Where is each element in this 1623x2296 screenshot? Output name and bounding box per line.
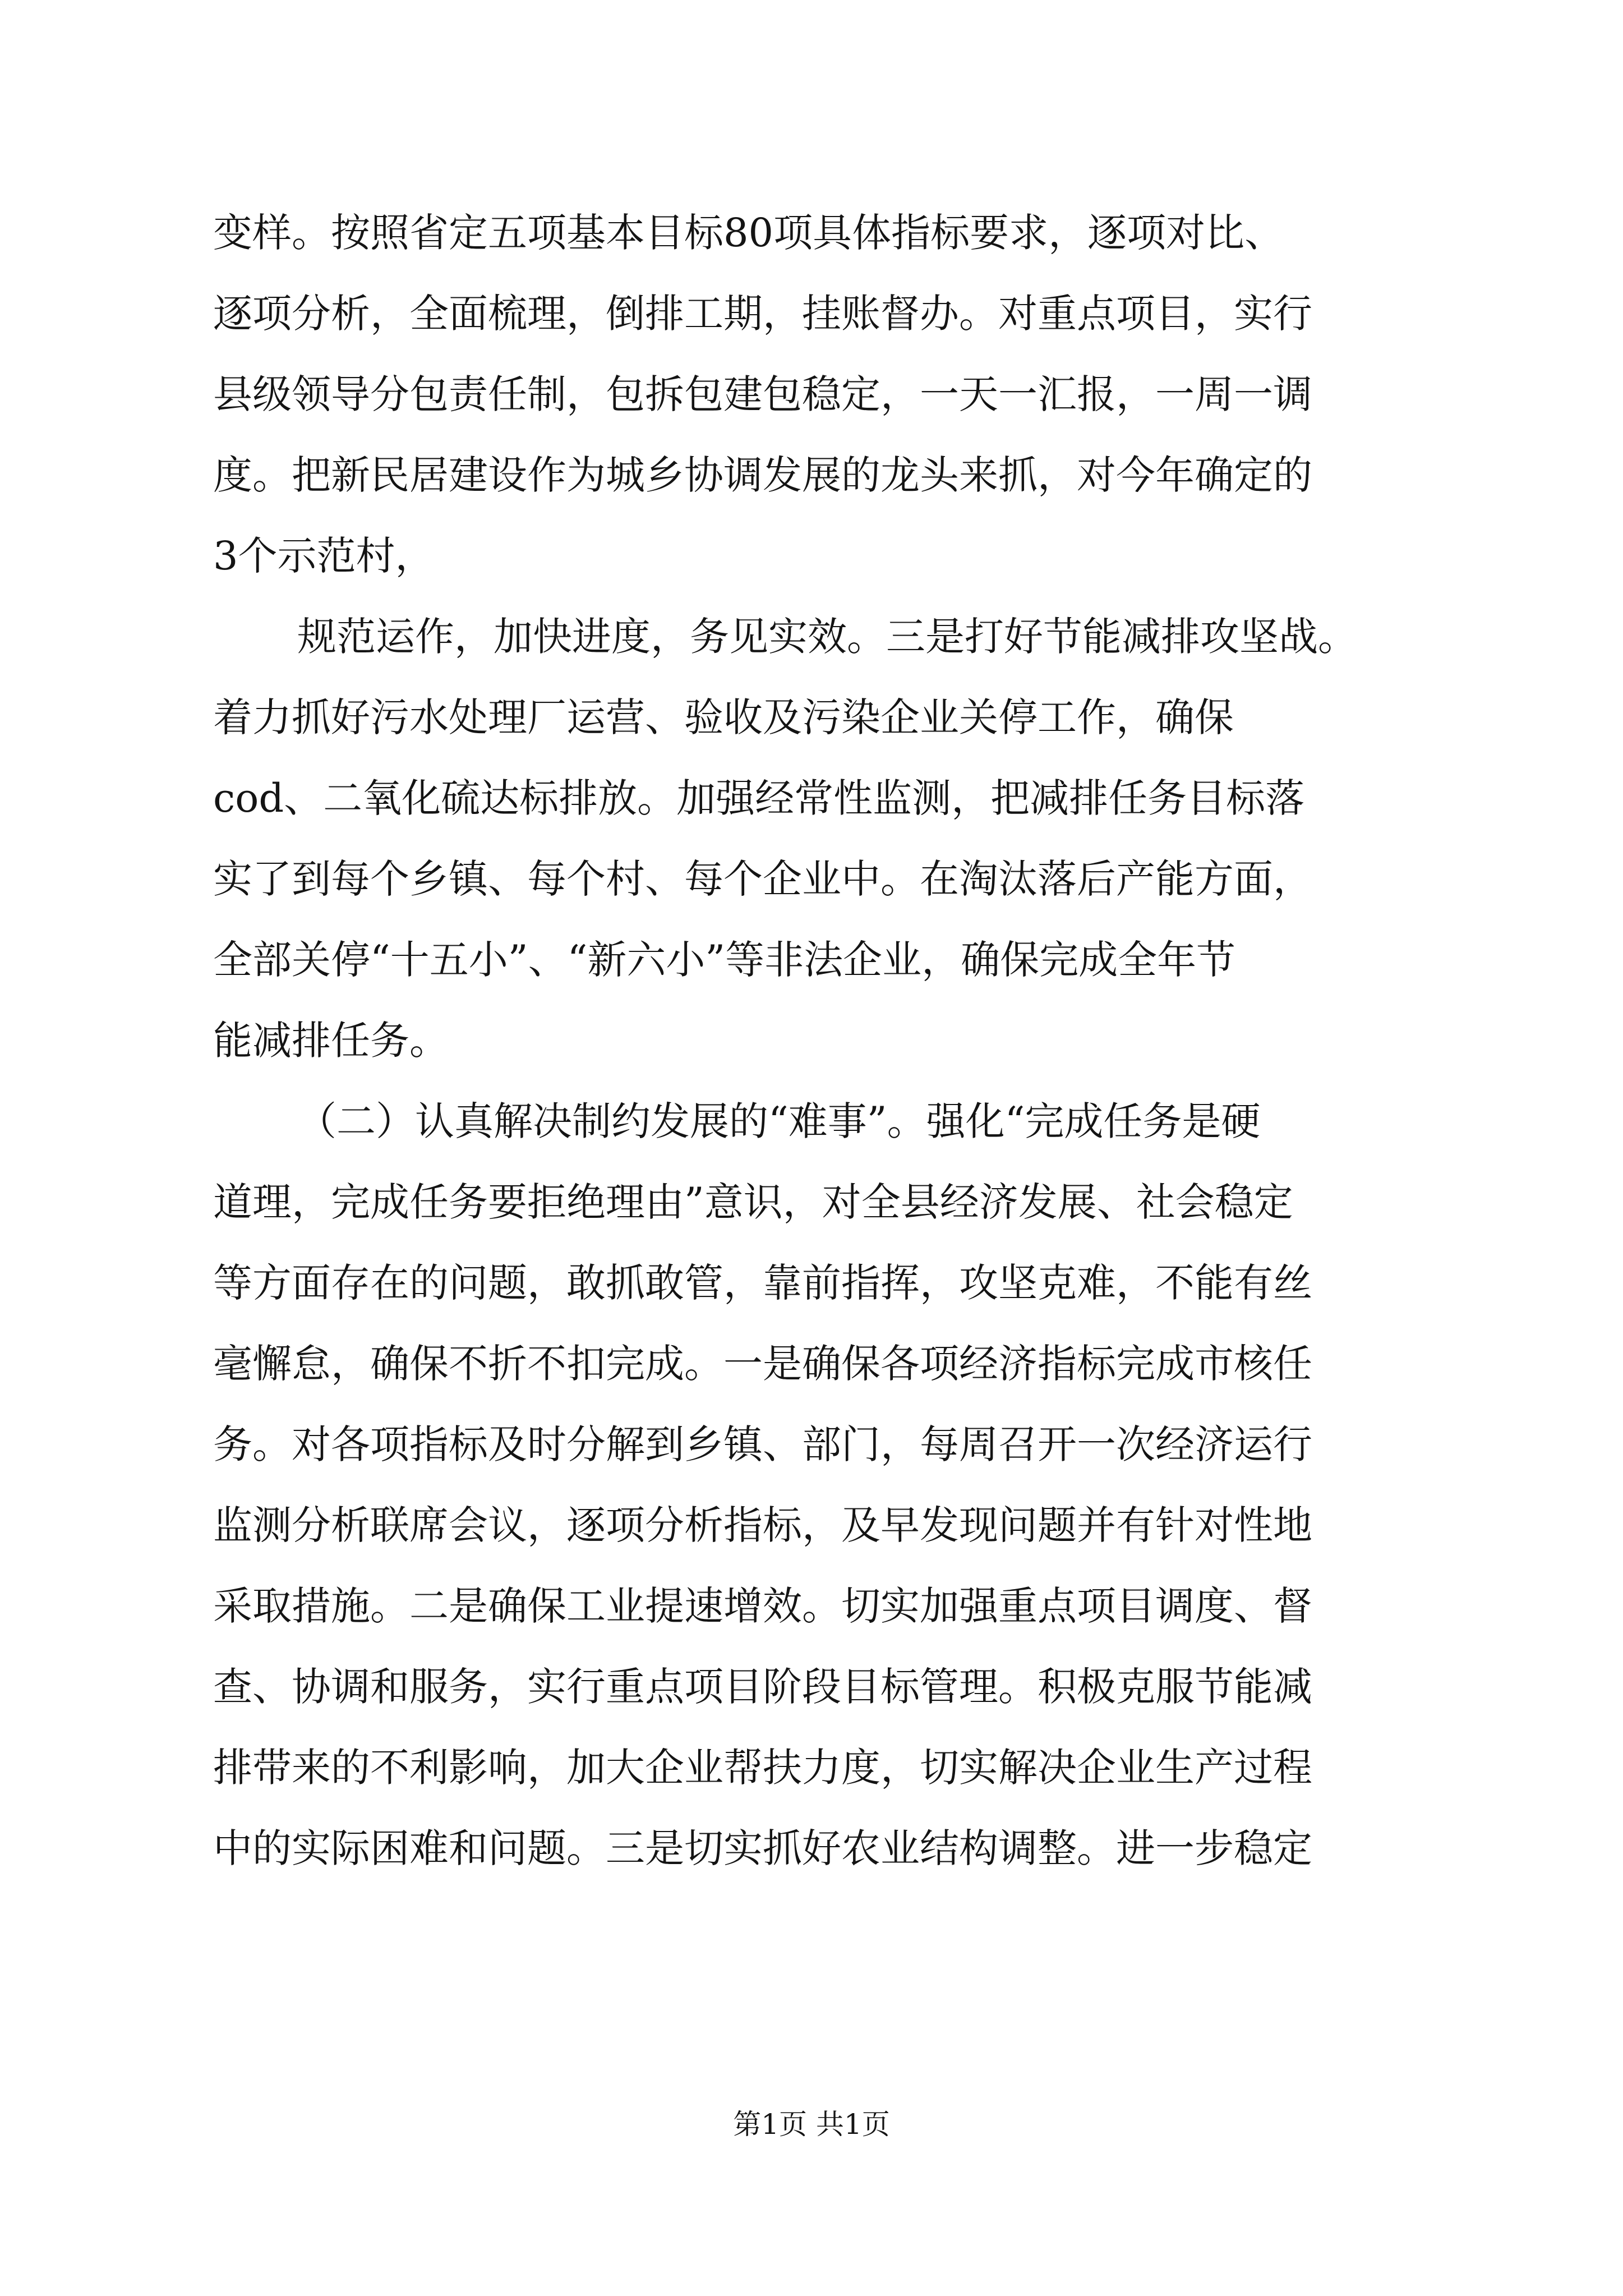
paragraph-first-line: 规范运作，加快进度，务见实效。三是打好节能减排攻坚战。 xyxy=(297,614,1357,660)
page-footer xyxy=(0,2105,1623,2144)
text-line: 查、协调和服务，实行重点项目阶段目标管理。积极克服节能减 xyxy=(213,1664,1312,1710)
text-line: 务。对各项指标及时分解到乡镇、部门，每周召开一次经济运行 xyxy=(213,1421,1312,1467)
text-line: 等方面存在的问题，敢抓敢管，靠前指挥，攻坚克难，不能有丝 xyxy=(213,1260,1312,1306)
text-line: 3个示范村， xyxy=(213,533,435,579)
text-line: 排带来的不利影响，加大企业帮扶力度，切实解决企业生产过程 xyxy=(213,1745,1312,1791)
text-line: 毫懈怠，确保不折不扣完成。一是确保各项经济指标完成市核任 xyxy=(213,1341,1312,1387)
text-line: 中的实际困难和问题。三是切实抓好农业结构调整。进一步稳定 xyxy=(213,1825,1312,1871)
text-line: cod、二氧化硫达标排放。加强经常性监测，把减排任务目标落 xyxy=(213,775,1305,821)
text-line: 变样。按照省定五项基本目标80项具体指标要求，逐项对比、 xyxy=(213,210,1284,256)
text-line: 道理，完成任务要拒绝理由”意识，对全县经济发展、社会稳定 xyxy=(213,1179,1293,1225)
text-line: 全部关停“十五小”、“新六小”等非法企业，确保完成全年节 xyxy=(213,937,1236,983)
section-heading-line: （二）认真解决制约发展的“难事”。强化“完成任务是硬 xyxy=(297,1098,1261,1144)
text-line: 实了到每个乡镇、每个村、每个企业中。在淘汰落后产能方面， xyxy=(213,856,1312,902)
page-number: 第1页 共1页 xyxy=(733,2108,890,2141)
text-line: 采取措施。二是确保工业提速增效。切实加强重点项目调度、督 xyxy=(213,1583,1312,1629)
text-line: 县级领导分包责任制，包拆包建包稳定，一天一汇报，一周一调 xyxy=(213,371,1312,417)
text-line: 监测分析联席会议，逐项分析指标，及早发现问题并有针对性地 xyxy=(213,1502,1312,1548)
text-line: 度。把新民居建设作为城乡协调发展的龙头来抓，对今年确定的 xyxy=(213,452,1312,498)
text-line: 逐项分析，全面梳理，倒排工期，挂账督办。对重点项目，实行 xyxy=(213,291,1312,337)
text-line: 能减排任务。 xyxy=(213,1018,449,1064)
text-line: 着力抓好污水处理厂运营、验收及污染企业关停工作，确保 xyxy=(213,694,1234,740)
